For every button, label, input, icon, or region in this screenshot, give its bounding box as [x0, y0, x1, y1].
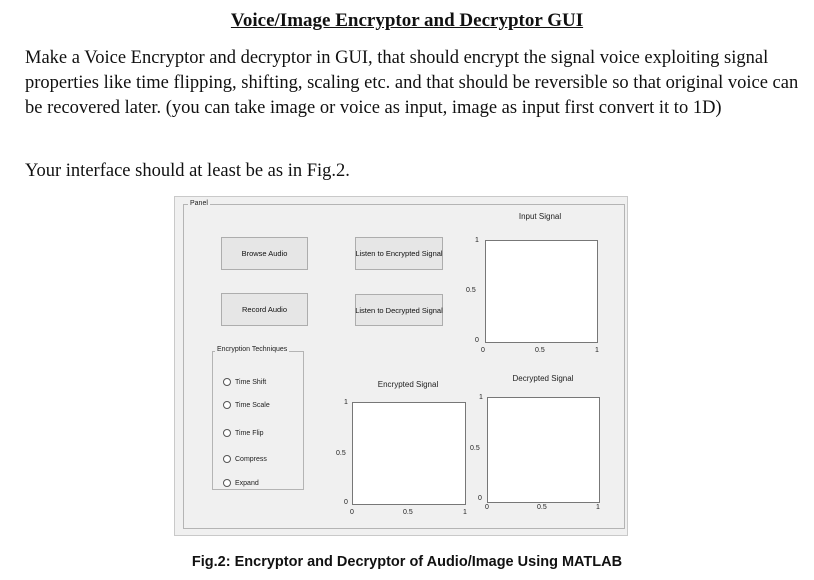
y-tick: 1	[475, 237, 479, 244]
x-tick: 0.5	[403, 509, 413, 516]
radio-button-icon[interactable]	[223, 378, 231, 386]
document-title: Voice/Image Encryptor and Decryptor GUI	[230, 10, 584, 31]
x-tick: 0	[350, 509, 354, 516]
listen-decrypted-button[interactable]: Listen to Decrypted Signal	[355, 294, 443, 326]
x-tick: 1	[595, 347, 599, 354]
encrypted-plot-title: Encrypted Signal	[377, 380, 439, 389]
radio-button-icon[interactable]	[223, 479, 231, 487]
radio-button-icon[interactable]	[223, 401, 231, 409]
radio-time-scale[interactable]	[223, 401, 270, 409]
gui-figure	[174, 196, 628, 536]
decrypted-signal-axes	[487, 397, 600, 503]
techniques-label: Encryption Techniques	[217, 346, 288, 353]
figure-caption: Fig.2: Encryptor and Decryptor of Audio/Image Using MATLAB	[191, 554, 623, 570]
y-tick: 1	[344, 399, 348, 406]
radio-time-shift[interactable]	[223, 378, 266, 386]
panel-label: Panel	[190, 200, 208, 207]
radio-button-icon[interactable]	[223, 455, 231, 463]
y-tick: 0.5	[470, 445, 480, 452]
radio-label: Time Shift	[235, 378, 267, 386]
radio-label: Time Flip	[235, 429, 264, 437]
x-tick: 0	[481, 347, 485, 354]
radio-label: Expand	[235, 479, 259, 487]
x-tick: 1	[463, 509, 467, 516]
instructions-paragraph: Make a Voice Encryptor and decryptor in GUI, that should encrypt the signal voice exploiting signal properties like time flipping, shifting, scaling etc. and that should be reversible so that original voice can be recovered later. (you can take image or voice as input, image as input first convert it to 1D)	[25, 48, 799, 118]
encrypted-signal-axes	[352, 402, 466, 505]
input-plot-title: Input Signal	[518, 212, 562, 221]
y-tick: 1	[479, 394, 483, 401]
y-tick: 0.5	[466, 287, 476, 294]
x-tick: 0.5	[535, 347, 545, 354]
x-tick: 1	[596, 504, 600, 511]
x-tick: 0	[485, 504, 489, 511]
encryption-techniques-group	[212, 346, 304, 490]
x-tick: 0.5	[537, 504, 547, 511]
browse-audio-button[interactable]: Browse Audio	[221, 237, 308, 270]
listen-encrypted-button[interactable]: Listen to Encrypted Signal	[355, 237, 443, 270]
decrypted-plot-title: Decrypted Signal	[512, 374, 574, 383]
y-tick: 0	[478, 495, 482, 502]
radio-label: Time Scale	[235, 401, 270, 409]
interface-note: Your interface should at least be as in Fig.2.	[25, 161, 350, 181]
radio-expand[interactable]	[223, 479, 259, 487]
radio-button-icon[interactable]	[223, 429, 231, 437]
y-tick: 0.5	[336, 450, 346, 457]
radio-time-flip[interactable]	[223, 429, 264, 437]
y-tick: 0	[344, 499, 348, 506]
radio-compress[interactable]	[223, 455, 267, 463]
record-audio-button[interactable]: Record Audio	[221, 293, 308, 326]
y-tick: 0	[475, 337, 479, 344]
radio-label: Compress	[235, 455, 267, 463]
input-signal-axes	[485, 240, 598, 343]
